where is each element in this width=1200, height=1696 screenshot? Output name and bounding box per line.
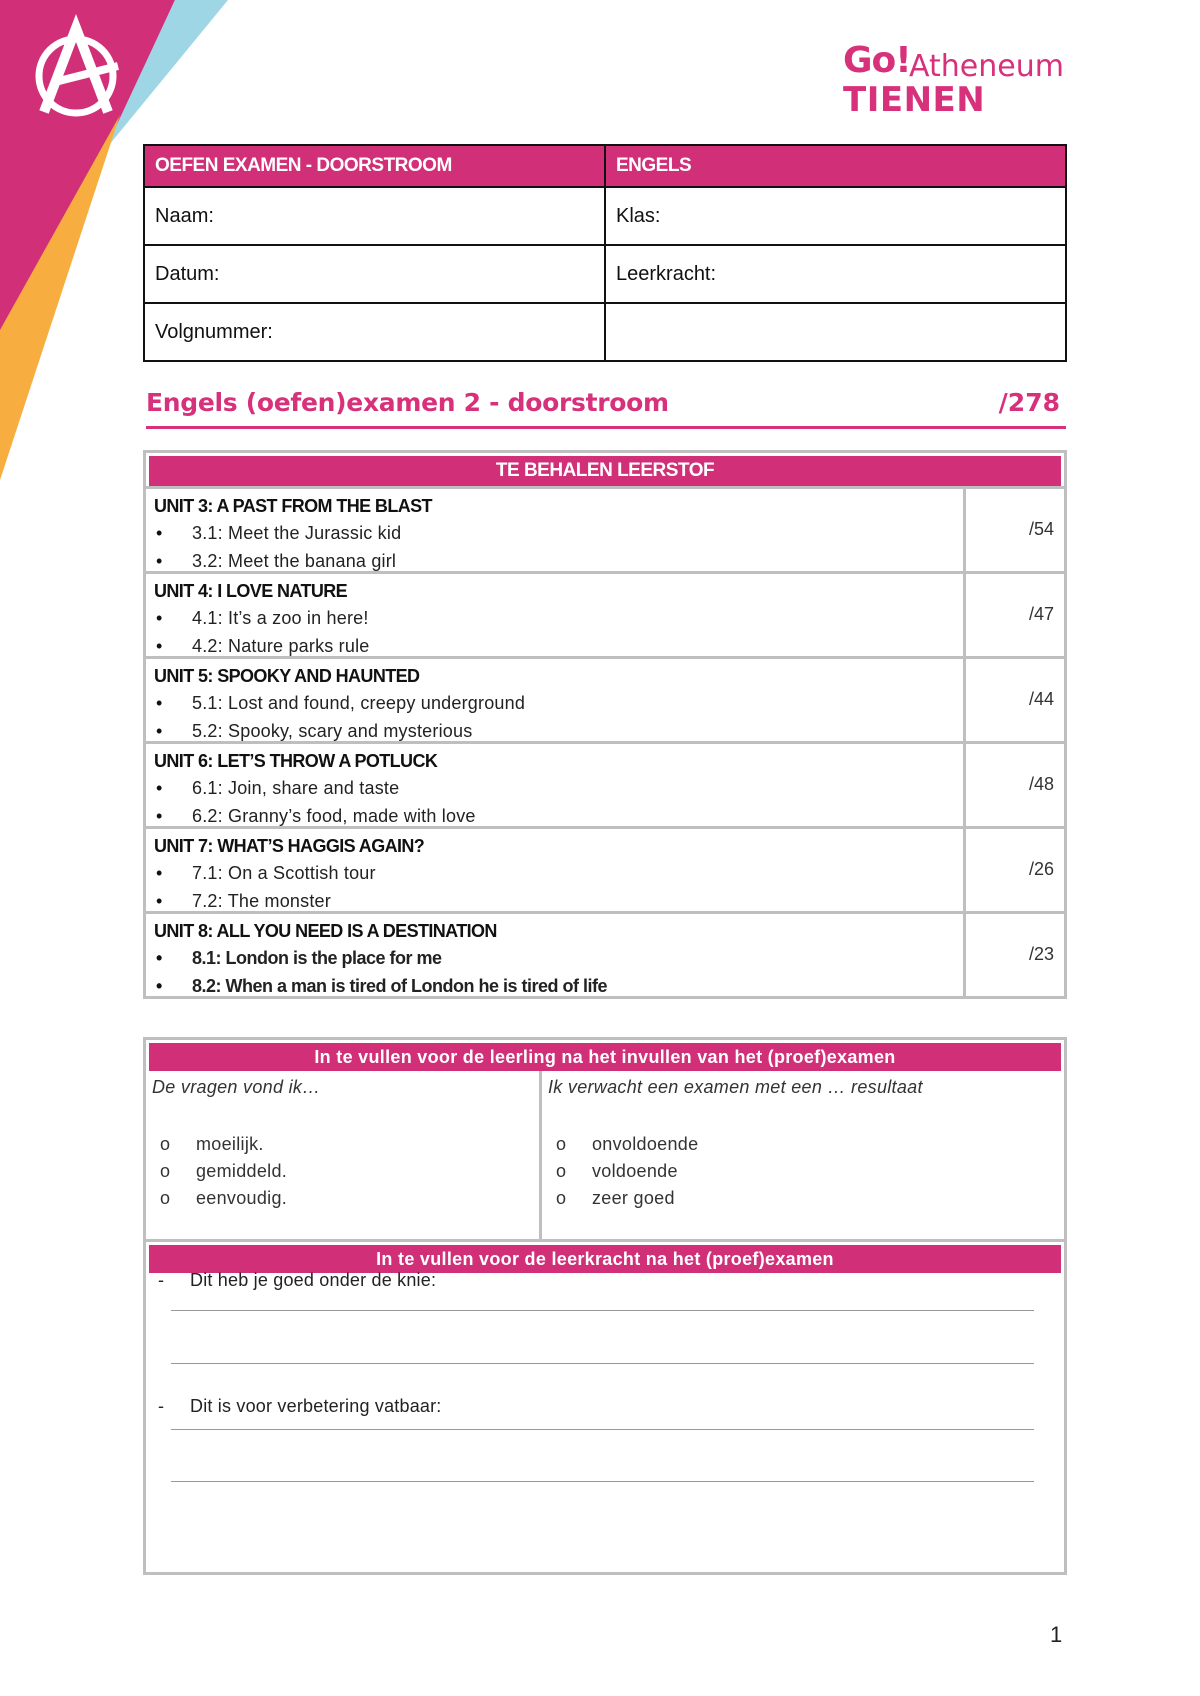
unit-body [146,489,966,571]
expectation-column [542,1071,1064,1239]
difficulty-question: De vragen vond ik… [152,1077,321,1097]
expectation-option[interactable]: o voldoende [548,1158,1058,1185]
unit-title: UNIT 7: WHAT’S HAGGIS AGAIN? [154,836,425,856]
unit-title: UNIT 5: SPOOKY AND HAUNTED [154,666,420,686]
unit-list [146,486,1064,996]
unit-row [146,571,1064,656]
unit-title: UNIT 3: A PAST FROM THE BLAST [154,496,432,516]
subject-title: ENGELS [605,145,1066,187]
unit-row [146,486,1064,571]
difficulty-option[interactable]: o moeilijk. [152,1131,533,1158]
volgnummer-field[interactable]: Volgnummer: [144,303,605,361]
unit-score: /48 [1028,774,1054,794]
exam-total-score: /278 [998,388,1060,417]
unit-topic: • 4.1: It’s a zoo in here! [154,604,955,632]
student-feedback-columns [146,1071,1064,1242]
unit-title: UNIT 8: ALL YOU NEED IS A DESTINATION [154,921,497,941]
answer-line[interactable] [171,1363,1034,1364]
student-feedback-heading: In te vullen voor de leerling na het invullen van het (proef)examen [149,1043,1061,1071]
expectation-option[interactable]: o onvoldoende [548,1131,1058,1158]
unit-topic: • 3.1: Meet the Jurassic kid [154,519,955,547]
unit-score: /26 [1028,859,1054,879]
unit-topic: • 6.2: Granny’s food, made with love [154,802,955,830]
expectation-options [548,1131,1058,1212]
feedback-box [143,1037,1067,1575]
unit-topic: • 5.2: Spooky, scary and mysterious [154,717,955,745]
exam-title-bar [146,382,1066,429]
unit-row [146,741,1064,826]
unit-body [146,659,966,741]
brand-go: Go! [843,40,911,81]
answer-line[interactable] [171,1429,1034,1430]
expectation-question: Ik verwacht een examen met een … resultaat [548,1077,923,1097]
unit-score: /47 [1028,604,1054,624]
answer-line[interactable] [171,1310,1034,1311]
leerstof-heading: TE BEHALEN LEERSTOF [149,456,1061,486]
empty-cell [605,303,1066,361]
unit-score: /54 [1028,519,1054,539]
unit-topic: • 5.1: Lost and found, creepy underground [154,689,955,717]
unit-body [146,744,966,826]
student-info-table [143,144,1067,362]
school-logo [843,40,1073,120]
unit-topic: • 4.2: Nature parks rule [154,632,955,660]
exam-type-title: OEFEN EXAMEN - DOORSTROOM [144,145,605,187]
klas-field[interactable]: Klas: [605,187,1066,245]
naam-field[interactable]: Naam: [144,187,605,245]
difficulty-column [146,1071,542,1239]
unit-topic: • 6.1: Join, share and taste [154,774,955,802]
leerstof-table [143,450,1067,999]
good-label-item [158,1270,436,1291]
unit-score: /23 [1028,944,1054,964]
unit-title: UNIT 6: LET’S THROW A POTLUCK [154,751,438,771]
unit-body [146,574,966,656]
leerkracht-field[interactable]: Leerkracht: [605,245,1066,303]
difficulty-options [152,1131,533,1212]
unit-topic: • 7.1: On a Scottish tour [154,859,955,887]
answer-line[interactable] [171,1481,1034,1482]
unit-topic: • 8.2: When a man is tired of London he is tired of life [154,972,955,1000]
exam-title: Engels (oefen)examen 2 - doorstroom [146,388,669,417]
unit-row [146,826,1064,911]
teacher-feedback-heading: In te vullen voor de leerkracht na het (proef)examen [149,1245,1061,1273]
improve-label: Dit is voor verbetering vatbaar: [190,1396,442,1416]
page-number: 1 [1050,1622,1063,1647]
difficulty-option[interactable]: o eenvoudig. [152,1185,533,1212]
good-label: Dit heb je goed onder de knie: [190,1270,437,1290]
brand-name: Atheneum [909,49,1064,84]
unit-topic: • 8.1: London is the place for me [154,944,955,972]
unit-title: UNIT 4: I LOVE NATURE [154,581,348,601]
unit-topic: • 7.2: The monster [154,887,955,915]
brand-city: TIENEN [843,80,986,120]
improve-label-item [158,1396,442,1417]
unit-row [146,656,1064,741]
difficulty-option[interactable]: o gemiddeld. [152,1158,533,1185]
expectation-option[interactable]: o zeer goed [548,1185,1058,1212]
unit-body [146,914,966,996]
unit-score: /44 [1028,689,1054,709]
unit-topic: • 3.2: Meet the banana girl [154,547,955,575]
unit-row [146,911,1064,996]
unit-body [146,829,966,911]
datum-field[interactable]: Datum: [144,245,605,303]
